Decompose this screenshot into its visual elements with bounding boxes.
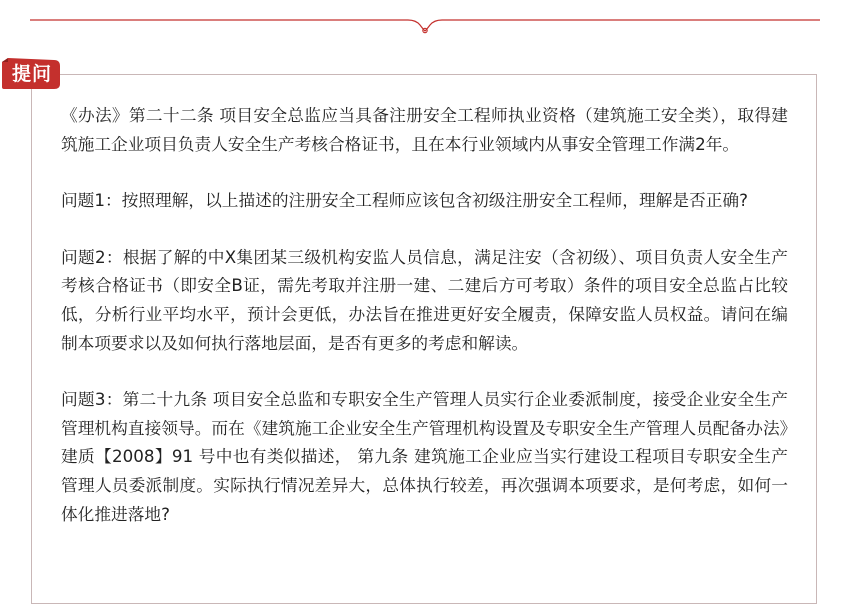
- paragraph-question-2: 问题2：根据了解的中X集团某三级机构安监人员信息，满足注安（含初级）、项目负责人安全生产考核合格证书（即安全B证，需先考取并注册一建、二建后方可考取）条件的项目安全总监占比较低，分析行业平均水平，预计会更低，办法旨在推进更好安全履责，保障安监人员权益。请问在编制本项要求以及如何执行落地层面，是否有更多的考虑和解读。: [61, 246, 788, 353]
- paragraph-question-1: 问题1：按照理解，以上描述的注册安全工程师应该包含初级注册安全工程师，理解是否正确?: [61, 190, 748, 211]
- question-card: [31, 74, 817, 604]
- question-tag: [2, 58, 62, 90]
- paragraph-question-3: 问题3：第二十九条 项目安全总监和专职安全生产管理人员实行企业委派制度，接受企业安全生产管理机构直接领导。而在《建筑施工企业安全生产管理机构设置及专职安全生产管理人员配备办法》建质【2008】91 号中也有类似描述， 第九条 建筑施工企业应当实行建设工程项目专职安全生产管理人员委派制度。实际执行情况差异大，总体执行较差，再次强调本项要求，是何考虑，如何一体化推进落地?: [61, 389, 788, 524]
- top-divider: [30, 18, 820, 34]
- paragraph-article-22: 《办法》第二十二条 项目安全总监应当具备注册安全工程师执业资格（建筑施工安全类），取得建筑施工企业项目负责人安全生产考核合格证书，且在本行业领域内从事安全管理工作满2年。: [61, 105, 788, 154]
- tag-label: 提问: [12, 63, 53, 85]
